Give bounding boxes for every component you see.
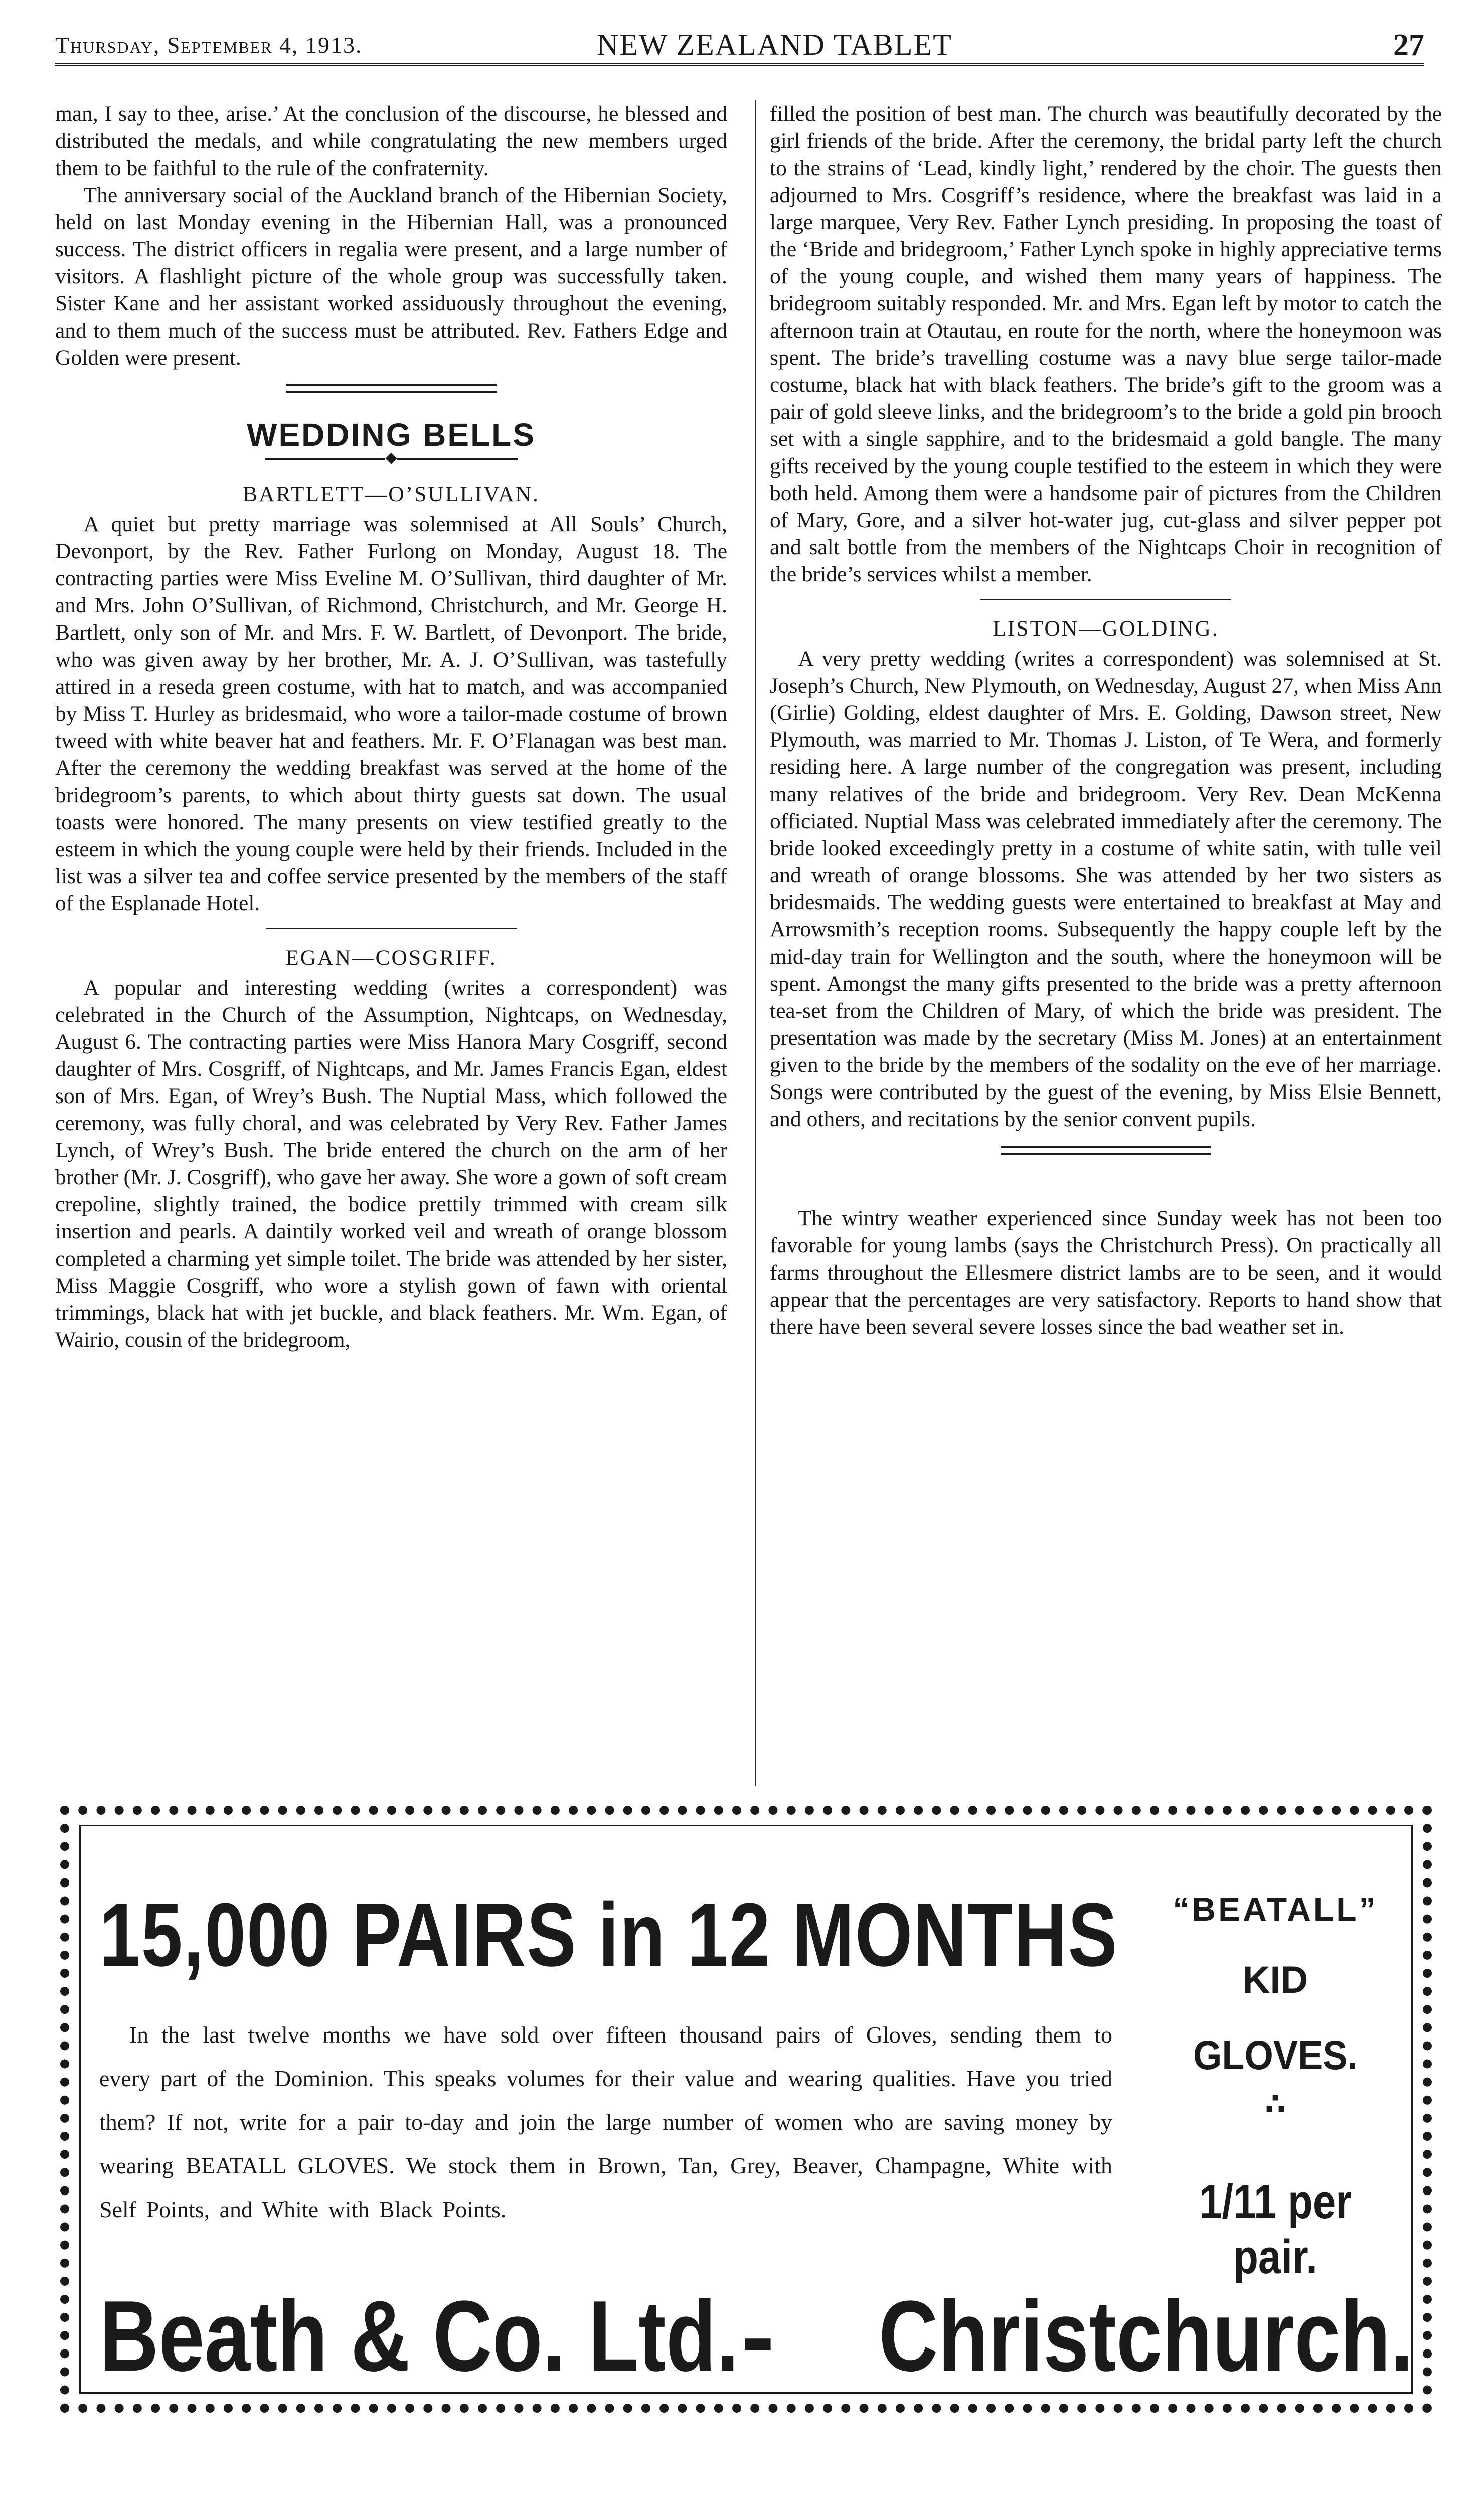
left-column xyxy=(55,100,727,1353)
intro-paragraph-1: man, I say to thee, arise.’ At the conclusion of the discourse, he blessed and distributed the medals, and while congratulating the new members urged them to be faithful to the rule of the confraternity. xyxy=(55,102,727,180)
wedding-title-bartlett: BARTLETT—O’SULLIVAN. xyxy=(243,482,540,506)
ad-side-panel xyxy=(1132,1875,1418,2285)
wedding-text-liston: A very pretty wedding (writes a correspondent) was solemnised at St. Joseph’s Church, New Plymouth, on Wednesday, August 27, when Miss Ann (Girlie) Golding, eldest daughter of Mrs. E. Golding, Dawson street, New Plymouth, was married to Mr. Thomas J. Liston, of Te Wera, and formerly residing here. A large number of the congregation was present, including many relatives of the bride and bridegroom. Very Rev. Dean McKenna officiated. Nuptial Mass was celebrated immediately after the ceremony. The bride looked exceedingly pretty in a costume of white satin, with tulle veil and wreath of orange blossoms. She was attended by her two sisters as bridesmaids. The wedding guests were entertained to breakfast at May and Arrowsmith’s reception rooms. Subsequently the happy couple left by the mid-day train for Wellington and the south, where the honeymoon will be spent. Amongst the many gifts presented to the bride was a pretty afternoon tea-set from the Children of Mary, of which the bride was president. The presentation was made by the secretary (Miss M. Jones) at an entertainment given to the bride by the members of the sodality on the eve of her marriage. Songs were contributed by the guest of the evening, by Miss Elsie Bennett, and others, and recitations by the senior convent pupils. xyxy=(770,647,1442,1131)
double-rule-divider xyxy=(1001,1146,1211,1155)
intro-paragraph-2: The anniversary social of the Auckland branch of the Hibernian Society, held on last Monday evening in the Hibernian Hall, was a pronounced success. The district officers in regalia were present, and a large number of visitors. A flashlight picture of the whole group was successfully taken. Sister Kane and her assistant worked assiduously throughout the evening, and to them much of the success must be attributed. Rev. Fathers Edge and Golden were present. xyxy=(55,183,727,370)
wedding-text-egan: A popular and interesting wedding (writes a correspondent) was celebrated in the Church of the Assumption, Nightcaps, on Wednesday, August 6. The contracting parties were Miss Hanora Mary Cosgriff, second daughter of Mrs. Cosgriff, of Nightcaps, and Mr. James Francis Egan, eldest son of Mrs. Egan, of Wrey’s Bush. The Nuptial Mass, which followed the ceremony, was fully choral, and was celebrated by Very Rev. Father James Lynch, of Wrey’s Bush. The bride entered the church on the arm of her brother (Mr. J. Cosgriff), who gave her away. She wore a gown of soft cream crepoline, slightly trained, the bodice prettily trimmed with cream silk insertion and pearls. A daintily worked veil and wreath of orange blossom completed a charming yet simple toilet. The bride was attended by her sister, Miss Maggie Cosgriff, who wore a stylish gown of fawn with oriental trimmings, black hat with jet buckle, and black feathers. Mr. Wm. Egan, of Wairio, cousin of the bridegroom, xyxy=(55,976,727,1352)
wedding-text-bartlett: A quiet but pretty marriage was solemnised at All Souls’ Church, Devonport, by the Rev. Father Furlong on Monday, August 18. The contracting parties were Miss Eveline M. O’Sullivan, third daughter of Mr. and Mrs. John O’Sullivan, of Richmond, Christchurch, and Mr. George H. Bartlett, only son of Mr. and Mrs. F. W. Bartlett, of Devonport. The bride, who was given away by her brother, Mr. A. J. O’Sullivan, was tastefully attired in a reseda green costume, with hat to match, and was accompanied by Miss T. Hurley as bridesmaid, who wore a tailor-made costume of brown tweed with white beaver hat and feathers. Mr. F. O’Flanagan was best man. After the ceremony the wedding breakfast was served at the home of the bridegroom’s parents, to which about thirty guests sat down. The usual toasts were honored. The many presents on view testified greatly to the esteem in which the young couple were held by their friends. Included in the list was a silver tea and coffee service presented by the members of the staff of the Esplanade Hotel. xyxy=(55,512,727,915)
ad-body-text xyxy=(99,2013,1112,2231)
column-rule xyxy=(755,100,756,1786)
wedding-title-egan: EGAN—COSGRIFF. xyxy=(285,946,497,970)
ad-footer xyxy=(99,2280,1413,2392)
beatall-gloves-advertisement xyxy=(60,1806,1432,2413)
ad-brand: “BEATALL” xyxy=(1173,1891,1378,1928)
ad-headline: 15,000 PAIRS in 12 MONTHS xyxy=(99,1885,1118,1985)
ad-price: 1/11 per pair. xyxy=(1199,2175,1352,2284)
page-header xyxy=(55,28,1424,66)
wedding-text-egan-continued: filled the position of best man. The church was beautifully decorated by the girl friends of the bride. After the ceremony, the bridal party left the church to the strains of ‘Lead, kindly light,’ rendered by the choir. The guests then adjourned to Mrs. Cosgriff’s residence, where the breakfast was laid in a large marquee, Very Rev. Father Lynch presiding. In proposing the toast of the ‘Bride and bridegroom,’ Father Lynch spoke in highly appreciative terms of the young couple, and wished them many years of happiness. The bridegroom suitably responded. Mr. and Mrs. Egan left by motor to catch the afternoon train at Otautau, en route for the north, where the honeymoon was spent. The bride’s travelling costume was a navy blue serge tailor-made costume, black hat with black feathers. The bride’s gift to the groom was a pair of gold sleeve links, and the bridegroom’s to the bride a gold pin brooch set with a single sapphire, and to the bridesmaid a gold bangle. The many gifts received by the young couple testified to the esteem in which they were both held. Among them were a handsome pair of pictures from the Children of Mary, Gore, and a silver hot-water jug, cut-glass and silver pepper pot and salt bottle from the members of the Nightcaps Choir in recognition of the bride’s services whilst a member. xyxy=(770,102,1442,586)
right-column xyxy=(770,100,1442,1340)
section-heading: WEDDING BELLS xyxy=(247,417,536,453)
issue-date: Thursday, September 4, 1913. xyxy=(55,32,363,58)
ad-company-name: Beath & Co. Ltd. xyxy=(99,2280,739,2392)
ad-kid-label: KID xyxy=(1242,1959,1308,2001)
weather-paragraph: The wintry weather experienced since Sunday week has not been too favorable for young lambs (says the Christchurch Press). On practically all farms throughout the Ellesmere district lambs are to be seen, and it would appear that the percentages are very satisfactory. Reports to hand show that there have been several severe losses since the bad weather set in. xyxy=(770,1206,1442,1339)
newspaper-title: NEW ZEALAND TABLET xyxy=(597,28,952,61)
ad-dots-ornament: ∴ xyxy=(1265,2087,1286,2121)
ad-city: Christchurch. xyxy=(878,2280,1413,2392)
double-rule-divider xyxy=(286,384,497,393)
ad-separator: - xyxy=(741,2280,775,2392)
ad-gloves-label: GLOVES. xyxy=(1193,2032,1358,2078)
ad-body-paragraph: In the last twelve months we have sold over fifteen thousand pairs of Gloves, sending them to every part of the Dominion. This speaks volumes for their value and wearing qualities. Have you tried them? If not, write for a pair to-day and join the large number of women who are saving money by wearing BEATALL GLOVES. We stock them in Brown, Tan, Grey, Beaver, Champagne, White with Self Points, and White with Black Points. xyxy=(99,2022,1112,2222)
rule-divider xyxy=(980,599,1231,600)
page-number: 27 xyxy=(1393,28,1424,62)
wedding-title-liston: LISTON—GOLDING. xyxy=(993,616,1219,641)
diamond-ornament: ◆ xyxy=(55,450,727,465)
rule-divider xyxy=(266,928,517,929)
